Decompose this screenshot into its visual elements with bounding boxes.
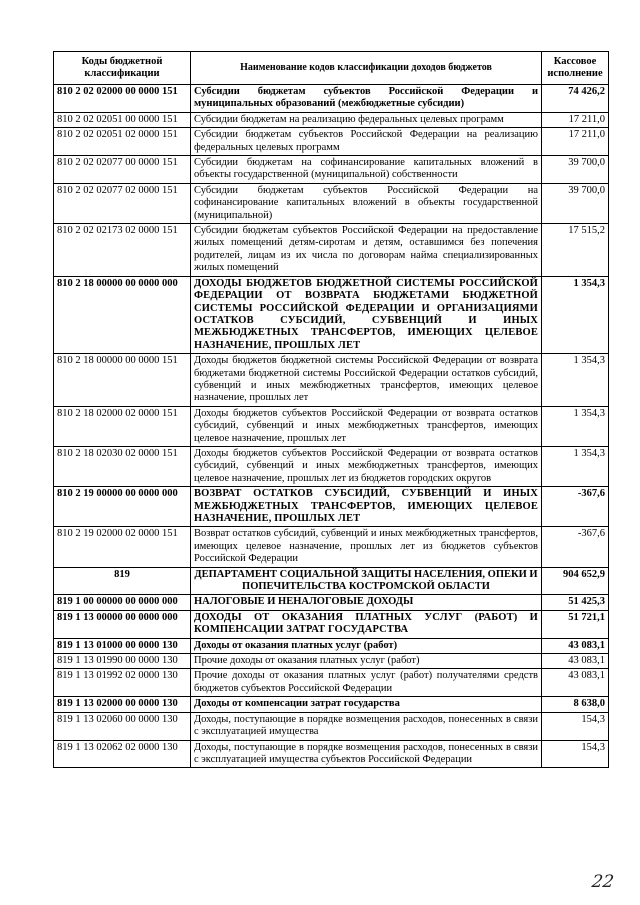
row-code: 810 2 18 00000 00 0000 000 (54, 276, 191, 353)
table-row (54, 128, 609, 156)
row-code: 819 1 00 00000 00 0000 000 (54, 595, 191, 610)
row-name: НАЛОГОВЫЕ И НЕНАЛОГОВЫЕ ДОХОДЫ (191, 595, 542, 610)
table-row (54, 224, 609, 277)
row-name: Субсидии бюджетам на софинансирование капитальных вложений в объекты государственной (муниципальной) собственности (191, 156, 542, 184)
table-row (54, 740, 609, 768)
row-code: 810 2 19 02000 02 0000 151 (54, 527, 191, 567)
table-header (54, 52, 609, 85)
row-name: Субсидии бюджетам субъектов Российской Федерации на реализацию федеральных целевых программ (191, 128, 542, 156)
row-name: ДЕПАРТАМЕНТ СОЦИАЛЬНОЙ ЗАЩИТЫ НАСЕЛЕНИЯ, ОПЕКИ И ПОПЕЧИТЕЛЬСТВА КОСТРОМСКОЙ ОБЛАСТИ (191, 567, 542, 595)
table-row (54, 276, 609, 353)
row-name: Доходы, поступающие в порядке возмещения расходов, понесенных в связи с эксплуатацией имущества (191, 712, 542, 740)
row-code: 810 2 02 02051 02 0000 151 (54, 128, 191, 156)
row-code: 810 2 19 00000 00 0000 000 (54, 487, 191, 527)
table-row (54, 527, 609, 567)
row-code: 819 1 13 01000 00 0000 130 (54, 638, 191, 653)
row-sum: 74 426,2 (542, 85, 609, 113)
table-row (54, 654, 609, 669)
row-code: 810 2 02 02000 00 0000 151 (54, 85, 191, 113)
row-sum: 1 354,3 (542, 354, 609, 407)
row-name: Доходы от компенсации затрат государства (191, 697, 542, 712)
row-code: 819 1 13 00000 00 0000 000 (54, 610, 191, 638)
row-name: Доходы бюджетов субъектов Российской Федерации от возврата остатков субсидий, субвенций и иных межбюджетных трансфертов, имеющих целевое назначение, прошлых лет из бюджетов городских округов (191, 446, 542, 486)
row-code: 810 2 18 02000 02 0000 151 (54, 406, 191, 446)
table-row (54, 354, 609, 407)
header-sum: Кассовое исполнение (542, 52, 609, 85)
row-name: Прочие доходы от оказания платных услуг (работ) получателями средств бюджетов субъектов Российской Федерации (191, 669, 542, 697)
table-row (54, 697, 609, 712)
row-name: Доходы от оказания платных услуг (работ) (191, 638, 542, 653)
table-row (54, 406, 609, 446)
row-name: Доходы, поступающие в порядке возмещения расходов, понесенных в связи с эксплуатацией имущества субъектов Российской Федерации (191, 740, 542, 768)
table-row (54, 638, 609, 653)
row-sum: 43 083,1 (542, 669, 609, 697)
row-sum: 17 515,2 (542, 224, 609, 277)
row-code: 819 1 13 01992 02 0000 130 (54, 669, 191, 697)
row-sum: 51 425,3 (542, 595, 609, 610)
row-sum: 51 721,1 (542, 610, 609, 638)
row-name: Доходы бюджетов субъектов Российской Федерации от возврата остатков субсидий, субвенций и иных межбюджетных трансфертов, имеющих целевое назначение, прошлых лет (191, 406, 542, 446)
row-code: 819 1 13 02060 00 0000 130 (54, 712, 191, 740)
table-row (54, 712, 609, 740)
row-sum: 17 211,0 (542, 112, 609, 127)
row-code: 819 1 13 02062 02 0000 130 (54, 740, 191, 768)
row-name: Субсидии бюджетам субъектов Российской Федерации на предоставление жилых помещений детям-сиротам и детям, оставшимся без попечения родителей, лицам из их числа по договорам найма специализированных жилых помещений (191, 224, 542, 277)
row-sum: 39 700,0 (542, 156, 609, 184)
table-row (54, 610, 609, 638)
table-row (54, 112, 609, 127)
row-code: 810 2 02 02077 02 0000 151 (54, 183, 191, 223)
row-name: Субсидии бюджетам субъектов Российской Федерации на софинансирование капитальных вложений в объекты государственной (муниципальной) (191, 183, 542, 223)
table-row (54, 567, 609, 595)
table-row (54, 446, 609, 486)
table-row (54, 183, 609, 223)
row-code: 810 2 02 02077 00 0000 151 (54, 156, 191, 184)
row-code: 810 2 02 02051 00 0000 151 (54, 112, 191, 127)
page-number: 22 (590, 872, 616, 892)
table-row (54, 156, 609, 184)
header-row (54, 52, 609, 85)
row-sum: 154,3 (542, 712, 609, 740)
row-name: Субсидии бюджетам на реализацию федеральных целевых программ (191, 112, 542, 127)
row-sum: 154,3 (542, 740, 609, 768)
row-sum: 904 652,9 (542, 567, 609, 595)
row-code: 819 1 13 01990 00 0000 130 (54, 654, 191, 669)
row-code: 810 2 02 02173 02 0000 151 (54, 224, 191, 277)
table-row (54, 669, 609, 697)
row-sum: 17 211,0 (542, 128, 609, 156)
row-sum: 1 354,3 (542, 446, 609, 486)
table-body (54, 85, 609, 768)
table-row (54, 487, 609, 527)
row-name: Возврат остатков субсидий, субвенций и иных межбюджетных трансфертов, имеющих целевое назначение, прошлых лет из бюджетов субъектов Российской Федерации (191, 527, 542, 567)
row-sum: -367,6 (542, 487, 609, 527)
row-sum: -367,6 (542, 527, 609, 567)
row-name: ДОХОДЫ БЮДЖЕТОВ БЮДЖЕТНОЙ СИСТЕМЫ РОССИЙСКОЙ ФЕДЕРАЦИИ ОТ ВОЗВРАТА БЮДЖЕТАМИ БЮДЖЕТНОЙ СИСТЕМЫ РОССИЙСКОЙ ФЕДЕРАЦИИ И ОРГАНИЗАЦИЯМИ ОСТАТКОВ СУБСИДИЙ, СУБВЕНЦИЙ И ИНЫХ МЕЖБЮДЖЕТНЫХ ТРАНСФЕРТОВ, ИМЕЮЩИХ ЦЕЛЕВОЕ НАЗНАЧЕНИЕ, ПРОШЛЫХ ЛЕТ (191, 276, 542, 353)
row-sum: 1 354,3 (542, 406, 609, 446)
table-row (54, 595, 609, 610)
table-row (54, 85, 609, 113)
row-sum: 39 700,0 (542, 183, 609, 223)
row-code: 819 (54, 567, 191, 595)
row-name: ДОХОДЫ ОТ ОКАЗАНИЯ ПЛАТНЫХ УСЛУГ (РАБОТ) И КОМПЕНСАЦИИ ЗАТРАТ ГОСУДАРСТВА (191, 610, 542, 638)
row-name: Доходы бюджетов бюджетной системы Российской Федерации от возврата бюджетами бюджетной системы Российской Федерации остатков субсидий, субвенций и иных межбюджетных трансфертов, имеющих целевое назначение, прошлых лет (191, 354, 542, 407)
header-name: Наименование кодов классификации доходов бюджетов (191, 52, 542, 85)
row-sum: 43 083,1 (542, 638, 609, 653)
row-name: ВОЗВРАТ ОСТАТКОВ СУБСИДИЙ, СУБВЕНЦИЙ И ИНЫХ МЕЖБЮДЖЕТНЫХ ТРАНСФЕРТОВ, ИМЕЮЩИХ ЦЕЛЕВОЕ НАЗНАЧЕНИЕ, ПРОШЛЫХ ЛЕТ (191, 487, 542, 527)
budget-revenue-table (53, 51, 609, 768)
row-sum: 1 354,3 (542, 276, 609, 353)
row-name: Субсидии бюджетам субъектов Российской Федерации и муниципальных образований (межбюджетные субсидии) (191, 85, 542, 113)
row-sum: 43 083,1 (542, 654, 609, 669)
row-code: 810 2 18 02030 02 0000 151 (54, 446, 191, 486)
row-name: Прочие доходы от оказания платных услуг (работ) (191, 654, 542, 669)
header-code: Коды бюджетной классификации (54, 52, 191, 85)
row-code: 810 2 18 00000 00 0000 151 (54, 354, 191, 407)
row-code: 819 1 13 02000 00 0000 130 (54, 697, 191, 712)
row-sum: 8 638,0 (542, 697, 609, 712)
